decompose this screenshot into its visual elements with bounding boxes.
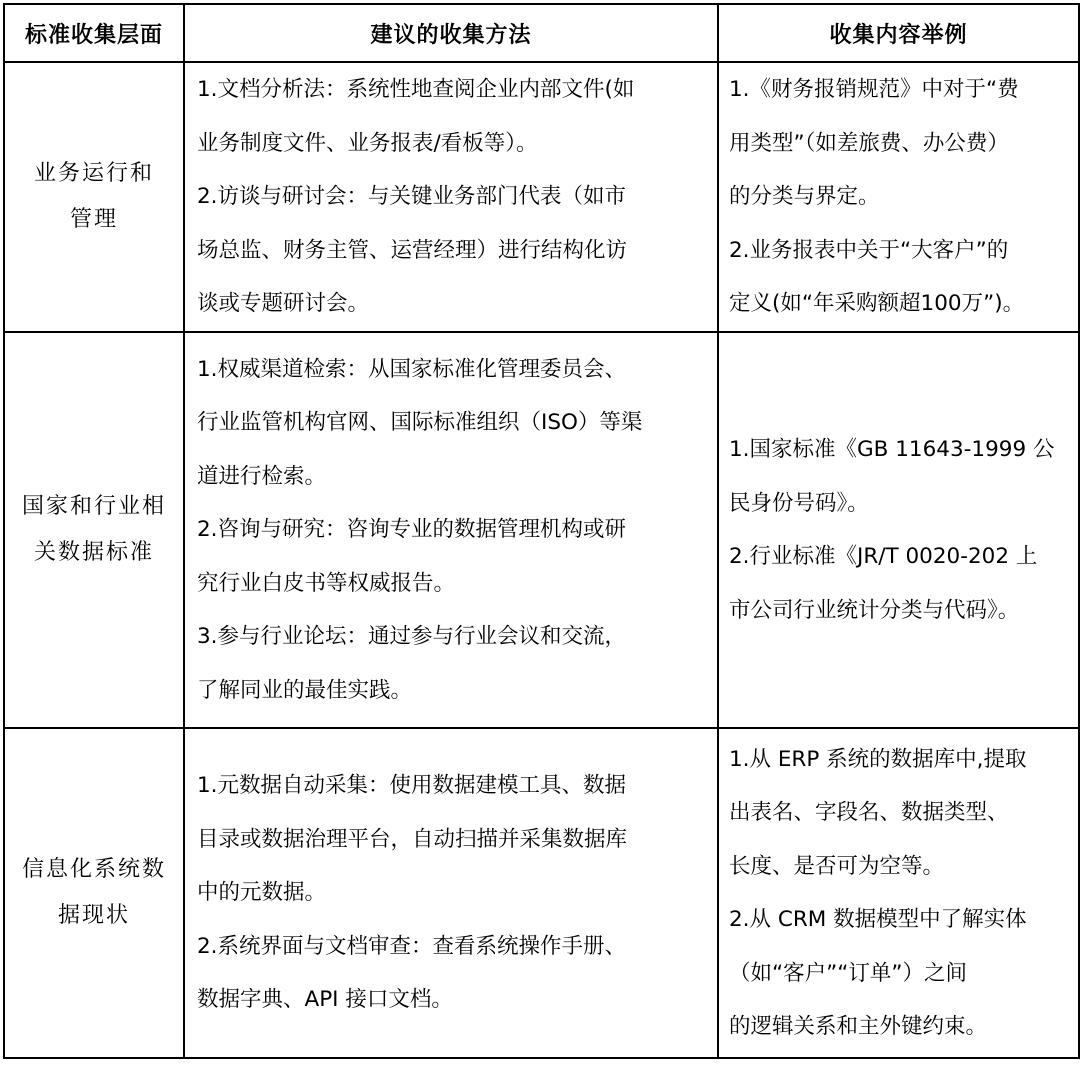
level-cell [4,332,184,728]
method-line: 2.咨询与研究：咨询专业的数据管理机构或研 [197,517,627,543]
method-line: 行业监管机构官网、国际标准组织（ISO）等渠 [197,410,643,436]
example-line: 2.行业标准《JR/T 0020-202 上 [729,544,1038,569]
method-line: 1.权威渠道检索：从国家标准化管理委员会、 [197,356,627,382]
method-line: 3.参与行业论坛：通过参与行业会议和交流， [197,624,627,650]
method-line: 1.元数据自动采集：使用数据建模工具、数据 [197,773,627,799]
example-line: 民身份号码》。 [729,490,869,516]
standards-table [3,3,1080,1059]
example-line: 1.《财务报销规范》中对于“费 [729,77,1019,103]
method-line: 数据字典、API 接口文档。 [197,987,453,1013]
level-line: 据现状 [57,903,130,928]
example-line: 定义(如“年采购额超100万”)。 [729,291,1025,317]
table-header-row [4,4,1079,62]
method-line: 谈或专题研讨会。 [197,291,370,317]
level-cell [4,728,184,1058]
example-cell [718,62,1079,332]
level-line: 管理 [69,207,118,232]
level-line: 信息化系统数 [21,857,166,882]
method-line: 1.文档分析法：系统性地查阅企业内部文件(如 [197,77,635,103]
method-line: 2.访谈与研讨会：与关键业务部门代表（如市 [197,184,627,210]
example-line: 市公司行业统计分类与代码》。 [729,597,1020,623]
method-line: 究行业白皮书等权威报告。 [197,570,456,596]
example-line: （如“客户”“订单”）之间 [729,960,968,986]
level-line: 关数据标准 [33,540,154,565]
example-cell [718,332,1079,728]
method-line: 2.系统界面与文档审查：查看系统操作手册、 [197,933,627,959]
method-line: 中的元数据。 [197,880,327,906]
example-line: 的分类与界定。 [729,184,880,210]
example-line: 长度、是否可为空等。 [729,853,945,879]
method-line: 道进行检索。 [197,463,327,489]
method-line: 场总监、财务主管、运营经理）进行结构化访 [197,237,628,263]
method-cell [184,332,718,728]
example-line: 1.从 ERP 系统的数据库中,提取 [729,746,1027,772]
table-row [4,332,1079,728]
level-line: 国家和行业相 [21,494,166,519]
method-line: 目录或数据治理平台，自动扫描并采集数据库 [197,826,628,852]
method-cell [184,62,718,332]
header-method: 建议的收集方法 [184,4,718,62]
example-line: 1.国家标准《GB 11643-1999 公 [729,437,1055,462]
method-line: 业务制度文件、业务报表/看板等）。 [197,130,538,156]
method-line: 了解同业的最佳实践。 [197,677,413,703]
example-line: 2.业务报表中关于“大客户”的 [729,237,1009,263]
example-line: 用类型”（如差旅费、办公费） [729,130,1009,156]
header-level: 标准收集层面 [4,4,184,62]
method-cell [184,728,718,1058]
example-line: 2.从 CRM 数据模型中了解实体 [729,907,1027,932]
example-line: 的逻辑关系和主外键约束。 [729,1014,988,1039]
level-line: 业务运行和 [33,161,154,186]
table-row [4,62,1079,332]
level-cell [4,62,184,332]
example-cell [718,728,1079,1058]
example-line: 出表名、字段名、数据类型、 [729,800,1009,825]
table-row [4,728,1079,1058]
header-example: 收集内容举例 [718,4,1079,62]
